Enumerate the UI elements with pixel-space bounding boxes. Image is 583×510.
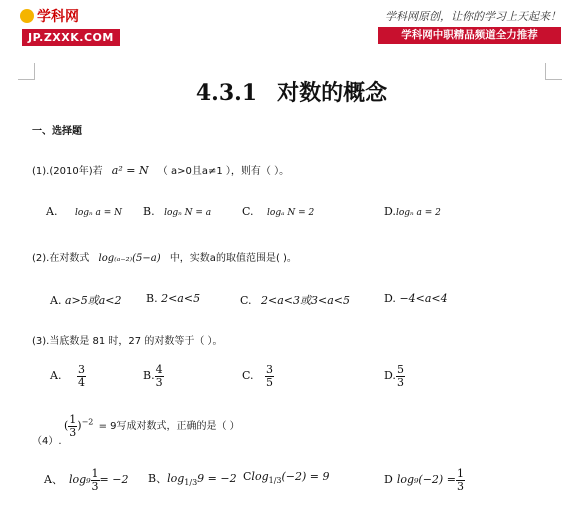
q2-expression: log₍ₐ₋₂₎(5−a) bbox=[98, 253, 161, 264]
option-letter: D. bbox=[384, 292, 396, 305]
option-letter: C. bbox=[242, 369, 254, 383]
option-math: 2<a<3或3<a<5 bbox=[261, 294, 351, 307]
q3-option-b[interactable] bbox=[143, 364, 164, 388]
option-math: log bbox=[251, 470, 269, 483]
q3-option-a[interactable] bbox=[50, 364, 86, 388]
q2-stem-pre: (2).在对数式 bbox=[32, 253, 90, 264]
fraction bbox=[396, 364, 405, 388]
q2-option-c[interactable] bbox=[240, 292, 350, 308]
option-letter: D. bbox=[384, 369, 396, 383]
fraction bbox=[265, 364, 274, 388]
q4-power: ( $\frac{1}{3}$ )$^{-2}$ bbox=[64, 413, 94, 439]
option-letter: C. bbox=[242, 205, 254, 218]
question-4-stem bbox=[64, 414, 240, 438]
option-math: logₐ N = 2 bbox=[267, 208, 315, 218]
title-text: 对数的概念 bbox=[277, 80, 388, 106]
option-letter: A. bbox=[50, 369, 62, 383]
option-letter: B. bbox=[143, 369, 155, 383]
option-letter: C. bbox=[240, 294, 252, 307]
q3-option-d[interactable] bbox=[384, 364, 405, 388]
q1-stem-pre: (1).(2010年)若 bbox=[32, 166, 103, 177]
denominator: 3 bbox=[396, 375, 404, 389]
numerator: 3 bbox=[77, 363, 85, 376]
q4-option-b[interactable] bbox=[148, 470, 237, 487]
question-3-stem: (3).当底数是 81 时，27 的对数等于（ ）。 bbox=[32, 336, 223, 347]
exponent: −2 bbox=[81, 417, 94, 427]
q4-label: （4）. bbox=[32, 436, 62, 447]
logo-text: 学科网 bbox=[37, 9, 79, 25]
option-letter: B、 bbox=[148, 472, 168, 485]
numerator: 1 bbox=[456, 467, 464, 480]
option-letter: B. bbox=[143, 205, 155, 218]
title-number: 4.3.1 bbox=[195, 80, 258, 106]
option-letter: C bbox=[243, 470, 252, 483]
option-math: a>5或a<2 bbox=[64, 294, 122, 307]
logo-url: JP.ZXXK.COM bbox=[22, 29, 120, 46]
numerator: 1 bbox=[69, 413, 77, 426]
option-math: logₙ a = 2 bbox=[395, 208, 441, 218]
denominator: 3 bbox=[155, 375, 163, 389]
option-rhs: 9 = −2 bbox=[197, 472, 237, 485]
q3-option-c[interactable] bbox=[242, 364, 274, 388]
q2-option-a[interactable] bbox=[50, 292, 122, 308]
option-letter: D. bbox=[384, 205, 396, 218]
denominator: 5 bbox=[266, 375, 274, 389]
section-heading: 一、选择题 bbox=[32, 126, 82, 137]
q4-option-d[interactable] bbox=[384, 468, 465, 492]
fraction bbox=[91, 468, 100, 492]
lightbulb-icon bbox=[20, 9, 34, 23]
q2-stem-post: 中，实数a的取值范围是( )。 bbox=[169, 253, 297, 264]
question-1-stem bbox=[32, 162, 289, 177]
option-rhs: = −2 bbox=[99, 473, 129, 487]
denominator: 3 bbox=[91, 479, 99, 493]
option-math: 2<a<5 bbox=[161, 292, 201, 305]
log-base: 1/3 bbox=[184, 478, 198, 488]
header-banner: 学科网中职精品频道全力推荐 bbox=[378, 27, 561, 44]
q1-option-b[interactable] bbox=[143, 205, 211, 218]
option-letter: A、 bbox=[44, 473, 63, 487]
option-letter: D bbox=[384, 473, 393, 487]
q1-equation: a² = N bbox=[111, 164, 149, 177]
page-title bbox=[0, 76, 583, 107]
option-math: log₉(−2) = bbox=[396, 473, 456, 487]
option-math: log₉ bbox=[68, 473, 91, 487]
option-letter: A. bbox=[50, 294, 62, 307]
option-letter: B. bbox=[146, 292, 158, 305]
denominator: 3 bbox=[69, 425, 77, 439]
option-letter: A. bbox=[46, 205, 58, 218]
option-math: logₙ a = N bbox=[74, 208, 123, 218]
log-base: 1/3 bbox=[268, 476, 282, 486]
option-math: log bbox=[167, 472, 185, 485]
fraction bbox=[155, 364, 164, 388]
q1-option-c[interactable] bbox=[242, 205, 314, 218]
option-math: −4<a<4 bbox=[399, 292, 448, 305]
numerator: 3 bbox=[266, 363, 274, 376]
q2-option-d[interactable] bbox=[384, 292, 448, 305]
fraction bbox=[68, 414, 77, 438]
header-slogan: 学科网原创，让你的学习上天起来！ bbox=[385, 10, 561, 23]
numerator: 5 bbox=[396, 363, 404, 376]
option-math: logₙ N = a bbox=[164, 208, 212, 218]
q2-option-b[interactable] bbox=[146, 292, 200, 305]
q1-option-d[interactable] bbox=[384, 205, 441, 218]
q4-stem-post: = 9写成对数式，正确的是（ ） bbox=[98, 421, 240, 433]
denominator: 4 bbox=[77, 375, 85, 389]
numerator: 4 bbox=[155, 363, 163, 376]
q4-option-c[interactable] bbox=[243, 470, 330, 485]
q1-option-a[interactable] bbox=[46, 205, 122, 218]
numerator: 1 bbox=[91, 467, 99, 480]
q1-condition: （ a>0且a≠1 ），则有（ ）。 bbox=[157, 166, 290, 177]
fraction bbox=[77, 364, 86, 388]
denominator: 3 bbox=[456, 479, 464, 493]
question-2-stem bbox=[32, 249, 297, 264]
q4-option-a[interactable] bbox=[44, 468, 128, 492]
logo bbox=[20, 6, 79, 26]
fraction bbox=[456, 468, 465, 492]
option-rhs: (−2) = 9 bbox=[281, 470, 330, 483]
